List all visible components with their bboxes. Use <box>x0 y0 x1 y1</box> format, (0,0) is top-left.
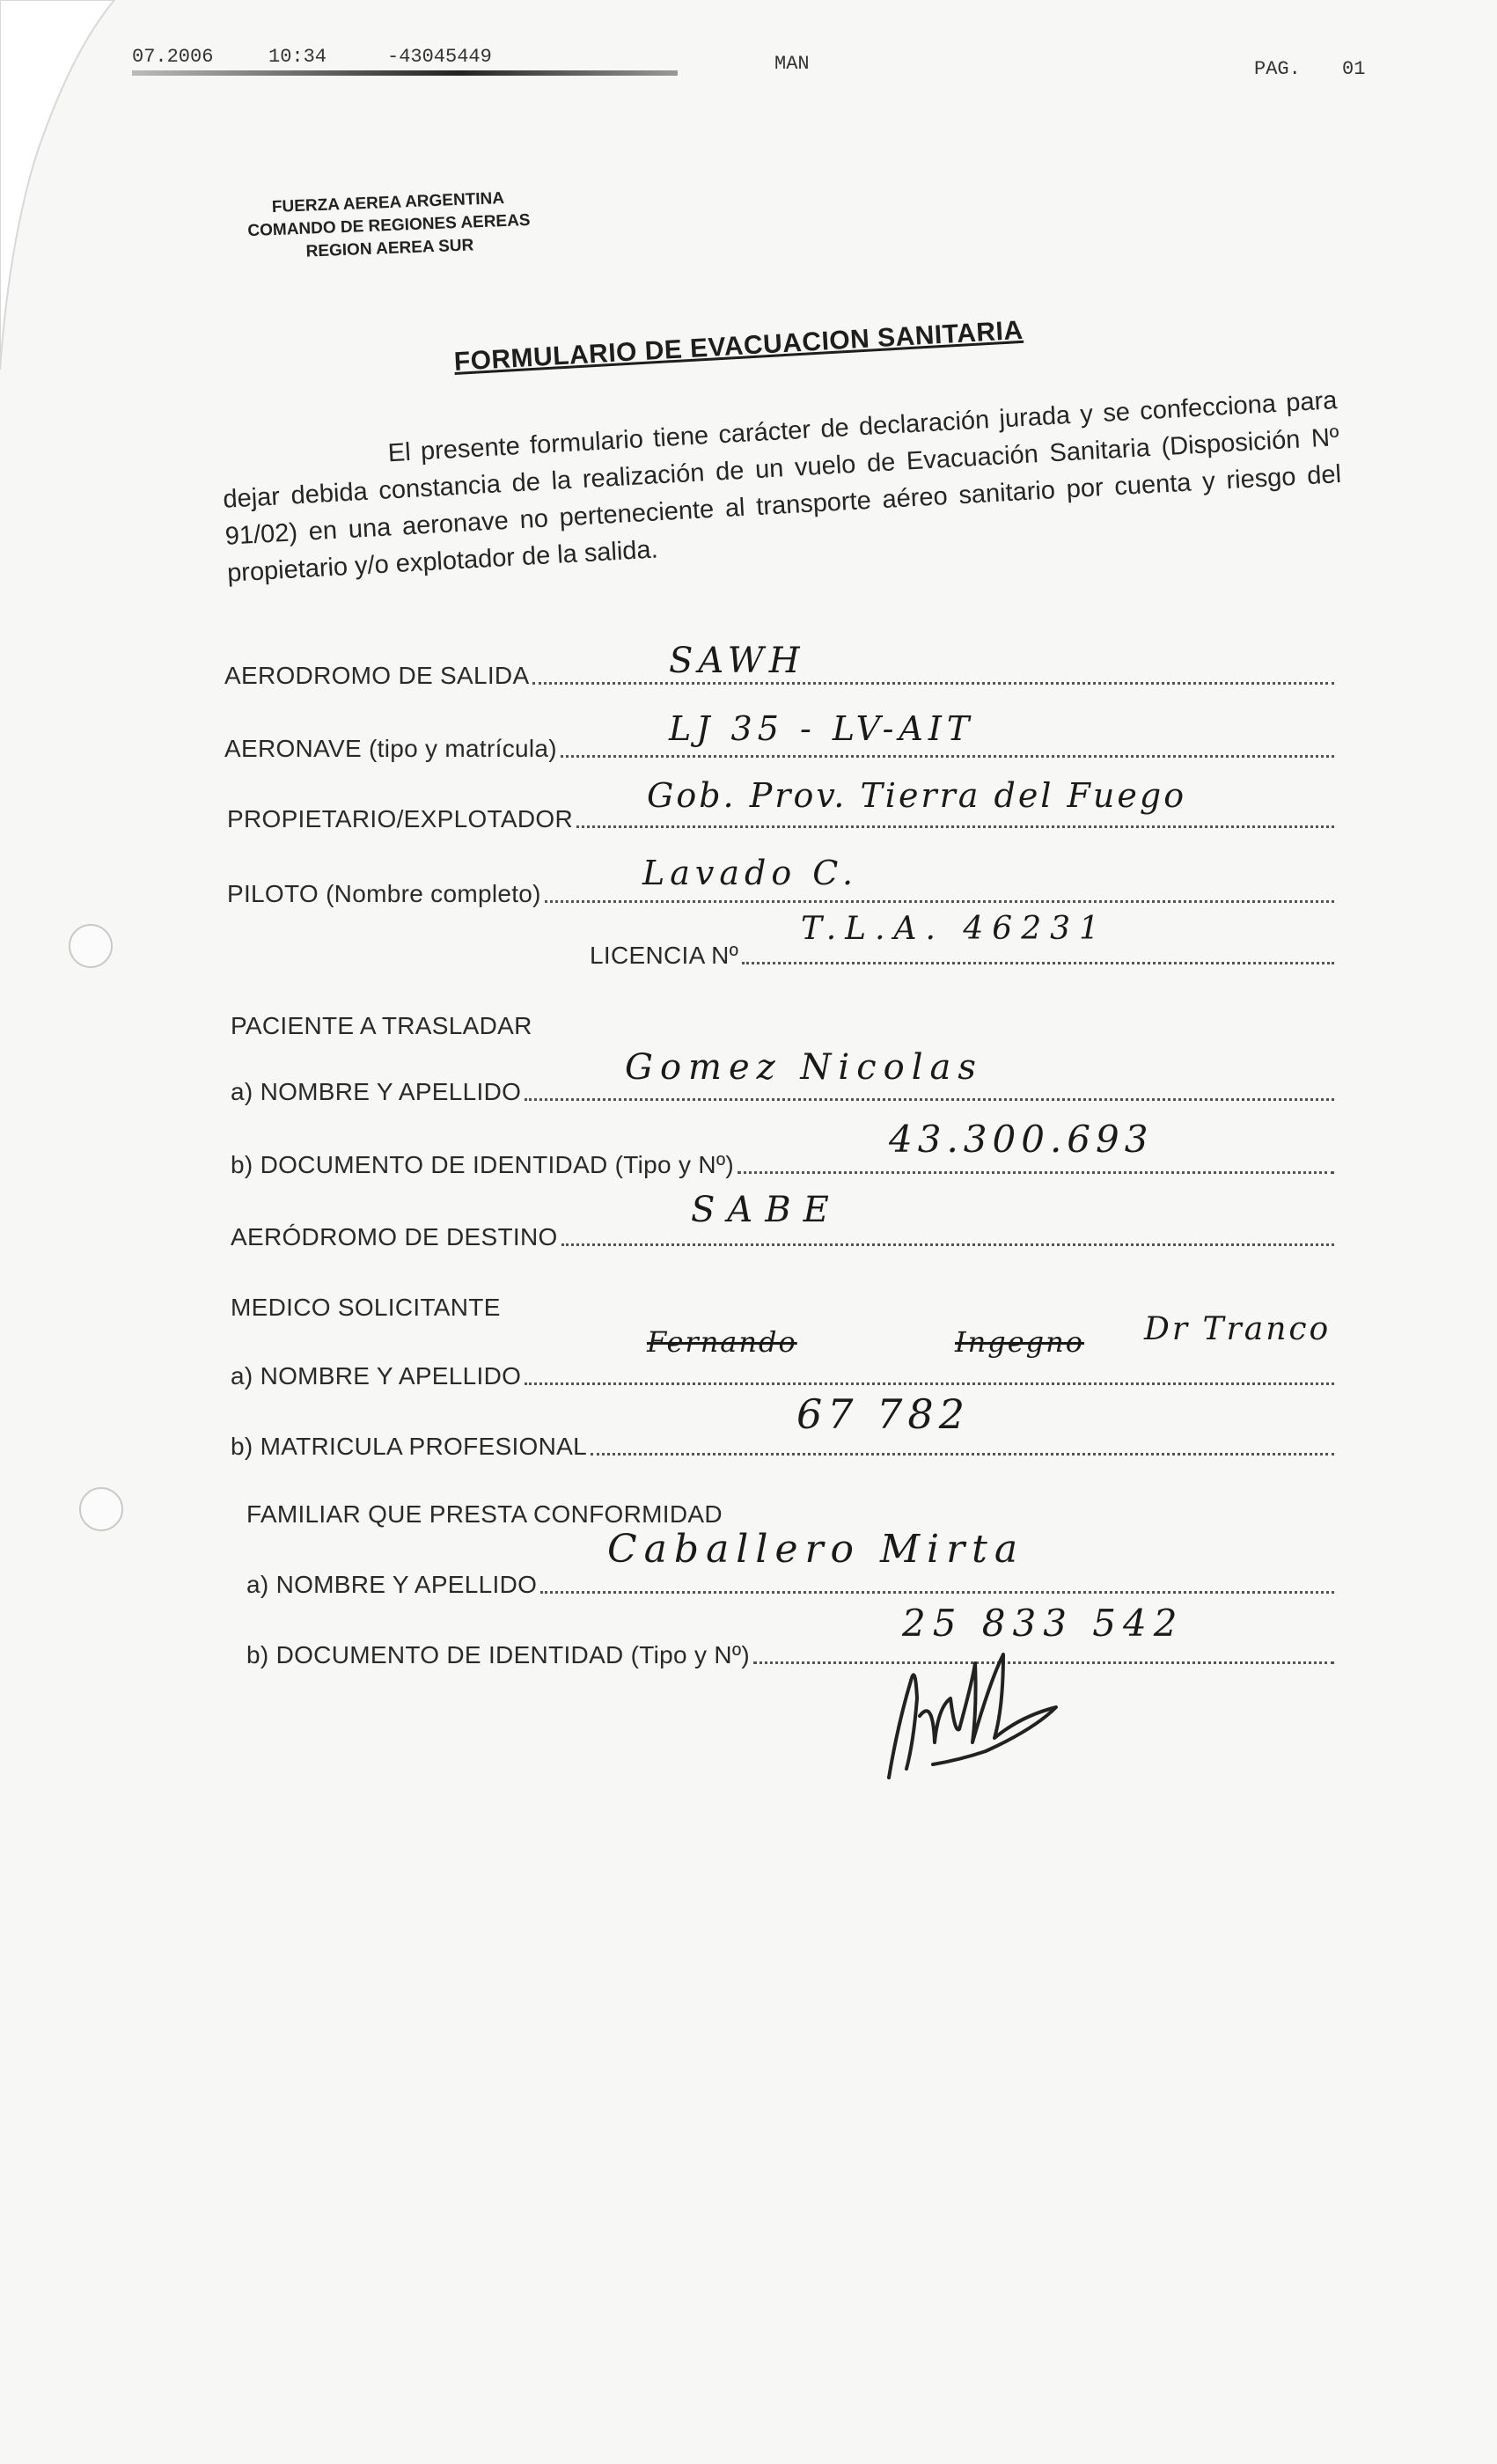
aeronave-label: AERONAVE (tipo y matrícula) <box>224 735 557 762</box>
familiar-heading: FAMILIAR QUE PRESTA CONFORMIDAD <box>246 1500 723 1528</box>
aerodromo-salida-value: SAWH <box>669 641 805 681</box>
dotted-line <box>591 1451 1334 1456</box>
dotted-line <box>576 824 1334 828</box>
fax-page-number: 01 <box>1342 58 1366 80</box>
fax-header-rule <box>132 70 678 76</box>
fax-phone: -43045449 <box>387 46 492 68</box>
medico-matricula-value: 67 782 <box>796 1390 970 1438</box>
piloto-value: Lavado C. <box>642 854 859 892</box>
dotted-line <box>540 1589 1334 1594</box>
dotted-line <box>525 1096 1334 1101</box>
licencia-label: LICENCIA Nº <box>590 942 739 969</box>
organization-heading <box>203 185 576 268</box>
paciente-nombre-label: a) NOMBRE Y APELLIDO <box>231 1078 522 1105</box>
familiar-documento-value: 25 833 542 <box>902 1602 1185 1645</box>
medico-nombre-struck-2: Ingegno <box>955 1325 1085 1359</box>
signature-mark <box>871 1646 1100 1786</box>
paciente-nombre-value: Gomez Nicolas <box>625 1047 983 1088</box>
aeronave-value: LJ 35 - LV-AIT <box>669 709 975 748</box>
aerodromo-destino-value: SABE <box>691 1190 841 1230</box>
aerodromo-destino-label: AERÓDROMO DE DESTINO <box>231 1223 558 1250</box>
familiar-nombre-value: Caballero Mirta <box>607 1527 1025 1572</box>
medico-matricula-label: b) MATRICULA PROFESIONAL <box>231 1433 587 1460</box>
fax-time: 10:34 <box>268 46 327 68</box>
org-line-2: COMANDO DE REGIONES AEREAS <box>247 210 531 241</box>
paciente-heading: PACIENTE A TRASLADAR <box>231 1012 532 1039</box>
fax-date: 07.2006 <box>132 46 214 68</box>
punch-hole-top <box>69 924 113 968</box>
fax-sender: MAN <box>774 53 810 75</box>
licencia-value: T.L.A. 46231 <box>801 911 1108 947</box>
propietario-value: Gob. Prov. Tierra del Fuego <box>647 776 1187 815</box>
field-familiar-nombre <box>246 1571 1338 1599</box>
medico-heading: MEDICO SOLICITANTE <box>231 1294 501 1321</box>
dotted-line <box>525 1381 1334 1385</box>
propietario-label: PROPIETARIO/EXPLOTADOR <box>227 805 573 832</box>
dotted-line <box>532 680 1334 685</box>
medico-nombre-label: a) NOMBRE Y APELLIDO <box>231 1362 522 1390</box>
familiar-documento-label: b) DOCUMENTO DE IDENTIDAD (Tipo y Nº) <box>246 1641 751 1668</box>
dotted-line <box>742 960 1334 964</box>
org-line-1: FUERZA AEREA ARGENTINA <box>271 188 505 217</box>
field-paciente-documento <box>231 1151 1338 1179</box>
fax-page-label: PAG. <box>1254 58 1301 80</box>
medico-nombre-struck-1: Fernando <box>647 1325 797 1359</box>
intro-paragraph: El presente formulario tiene carácter de declaración jurada y se confecciona para dejar debida constancia de la realización de un vuelo de Evacuación Sanitaria (Disposición Nº 91/02) en una aeronave no perteneciente al transporte aéreo sanitario por cuenta y riesgo del propietario y/o explotador de la salida. <box>222 386 1342 588</box>
field-medico-nombre <box>231 1362 1338 1390</box>
field-familiar-documento <box>246 1641 1338 1669</box>
dotted-line <box>561 1242 1334 1246</box>
page-edge-decoration <box>0 0 123 2464</box>
dotted-line <box>737 1170 1334 1174</box>
dotted-line <box>545 898 1334 903</box>
aerodromo-salida-label: AERODROMO DE SALIDA <box>224 662 530 689</box>
field-medico-matricula <box>231 1433 1338 1461</box>
piloto-label: PILOTO (Nombre completo) <box>227 880 541 907</box>
punch-hole-bottom <box>79 1487 123 1531</box>
familiar-nombre-label: a) NOMBRE Y APELLIDO <box>246 1571 538 1598</box>
dotted-line <box>561 753 1334 758</box>
paciente-documento-label: b) DOCUMENTO DE IDENTIDAD (Tipo y Nº) <box>231 1151 735 1178</box>
medico-nombre-value: Dr Tranco <box>1144 1311 1332 1347</box>
form-title: FORMULARIO DE EVACUACION SANITARIA <box>453 315 1024 377</box>
paciente-documento-value: 43.300.693 <box>889 1118 1154 1161</box>
org-line-3: REGION AEREA SUR <box>305 236 474 261</box>
